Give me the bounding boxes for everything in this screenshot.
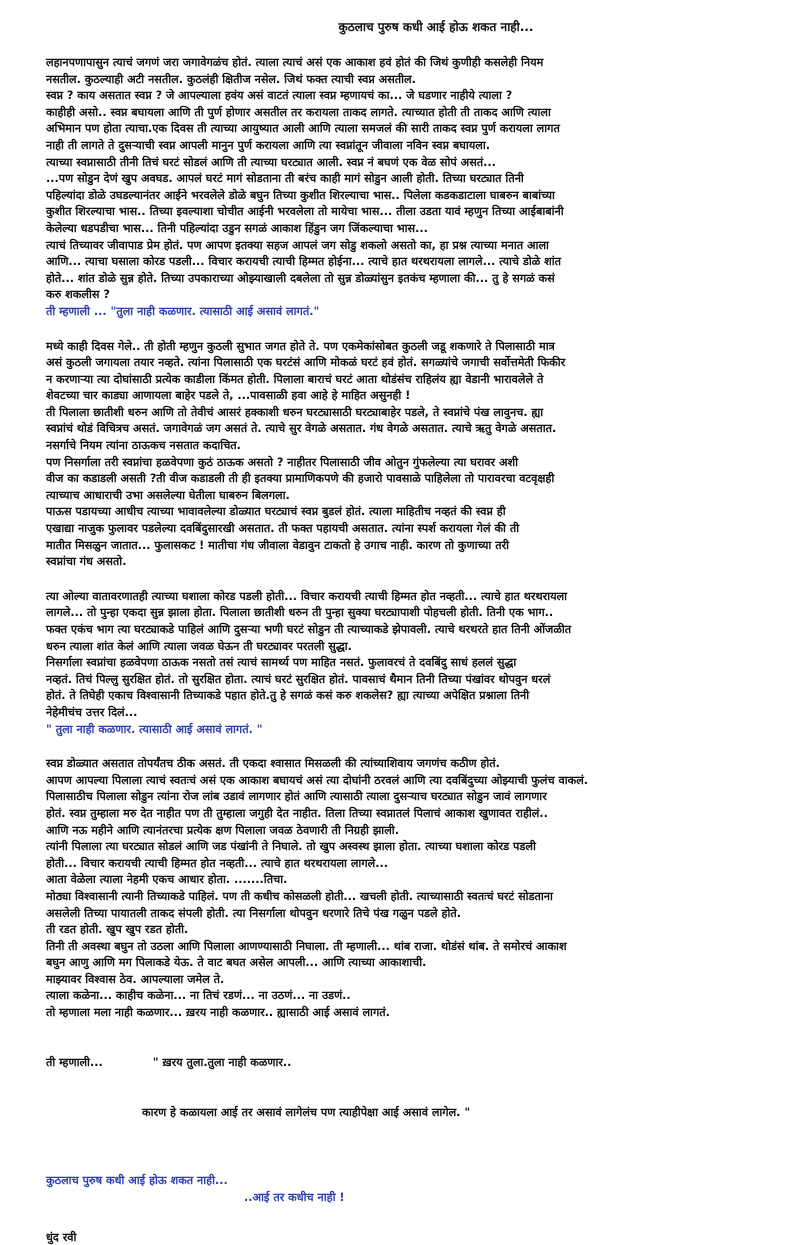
closing-line-1: कुठलाच पुरुष कधी आई होऊ शकत नाही... bbox=[46, 1174, 228, 1188]
text-line: तो म्हणाला मला नाही कळणार... ख़रय नाही कळणार.. ह्यासाठी आई असावं लागतं. bbox=[46, 1006, 390, 1020]
text-line: आणि नऊ महीने आणि त्यानंतरचा प्रत्येक क्षण पिलाला जवळ ठेवणारी ती निग्रही झाली. bbox=[46, 823, 399, 837]
closing-line-2: ..आई तर कधीच नाही ! bbox=[244, 1191, 345, 1205]
text-line: पाऊस पडायच्या आधीच त्याच्या भावावलेल्या डोळ्यात घरट्याचं स्वप्न बुडलं होतं. त्याला माहितीच नव्हतं की स्वप्न ही bbox=[46, 505, 506, 519]
text-line: लहानपणापासुन त्याचं जगणं जरा जगावेगळंच होतं. त्याला त्याचं असं एक आकाश हवं होतं की जिथं कुणीही कसलेही नियम bbox=[46, 56, 544, 69]
text-line: धरुन त्याला शांत केलं आणि त्याला जवळ घेऊन ती घरट्यावर परतली सुद्धा. bbox=[46, 639, 352, 653]
text-line: बघुन आणु आणि मग पिलाकडे येऊ. ते वाट बघत असेल आपली... आणि त्याच्या आकाशाची. bbox=[46, 956, 427, 970]
text-line: त्या ओल्या वातावरणातही त्याच्या घशाला कोरड पडली होती... विचार करायची त्याची हिम्मत होत नव्हती... त्याचे हात थरथरायला bbox=[46, 589, 568, 603]
text-line: त्याच्याच आधाराची उभा असलेल्या घेतीला घाबरुन बिलगला. bbox=[46, 488, 290, 502]
final-quote bbox=[46, 1022, 786, 1155]
text-line: होतं. स्वप्न तुम्हाला मरु देत नाहीत पण ती तुम्हाला जगुही देत नाहीत. तिला तिच्या स्वप्नातलं पिलाचं आकाश खुणावत राहीलं.. bbox=[46, 806, 548, 820]
author-signature: धुंद रवी bbox=[46, 1231, 77, 1245]
text-line: आता वेळेला त्याला नेहमी एकच आधार होता. .......तिचा. bbox=[46, 873, 288, 887]
quote-2: " तुला नाही कळणार. त्यासाठी आई असावं लागतं. " bbox=[46, 722, 263, 736]
text-line: ती पिलाला छातीशी धरुन आणि तो तेवीचं आसरं हक्काशी धरुन घरट्यासाठी घरट्याबाहेर पडले, ते स्वप्नांचे पंख लावुनच. ह्या bbox=[46, 405, 544, 419]
text-line: कुशीत शिरल्याचा भास.. तिच्या इवल्याशा चोचीत आईनी भरवलेला तो मायेचा भास... तीला उडता यावं म्हणुन तिच्या आईबाबांनी bbox=[46, 205, 564, 219]
text-line: काहीही असो.. स्वप्न बघायला आणि ती पुर्ण होणार असतील तर करायला ताकद लागते. त्याच्यात होती ती ताकद आणि त्याला bbox=[46, 105, 551, 119]
text-line: ती रडत होती. खुप खुप रडत होती. bbox=[46, 923, 189, 937]
text-line: माझ्यावर विश्वास ठेव. आपल्याला जमेल ते. bbox=[46, 972, 225, 986]
text-line: न करणाऱ्या त्या दोघांसाठी प्रत्येक काडीला किंमत होती. पिलाला बाराचं घरटं आता थोडंसंच राहिलंय ह्या वेडानी भारावलेले ते bbox=[46, 372, 544, 386]
text-line: स्वप्न डोळ्यात असतात तोपर्यंतच ठीक असतं. ती एकदा श्वासात मिसळली की त्यांच्याशिवाय जगणंच कठीण होतं. bbox=[46, 757, 500, 771]
final-quote-line-1: " ख़रय तुला.तुला नाही कळणार.. bbox=[152, 1055, 292, 1069]
text-line: पण निसर्गाला तरी स्वप्नांचा हळवेपणा कुठं ठाऊक असतो ? नाहीतर पिलासाठी जीव ओतुन गुंफलेल्या त्या घरावर अशी bbox=[46, 455, 519, 469]
text-line: नाही ती लागते ते दुसऱ्याची स्वप्न आपली मानुन पुर्ण करायला आणि त्या स्वप्नांतून जीवाला नविन स्वप्न बघायला. bbox=[46, 138, 490, 152]
paragraph-2 bbox=[46, 339, 786, 571]
quote-1: ती म्हणाली ... "तुला नाही कळणार. त्यासाठी आई असावं लागतं." bbox=[46, 304, 320, 318]
text-line: एखाद्या नाजुक फुलावर पडलेल्या दवबिंदुसारखी असतात. ती फक्त पहायची असतात. त्यांना स्पर्श करायला गेलं की ती bbox=[46, 522, 520, 536]
text-line: निसर्गाला स्वप्नांचा हळवेपणा ठाऊक नसतो तसं त्याचं सामर्थ्य पण माहित नसतं. फुलावरचं ते दवबिंदु साधं हललं सुद्धा bbox=[46, 656, 517, 670]
text-line: मातीत मिसळुन जातात... फुलासकट ! मातीचा गंध जीवाला वेडावुन टाकतो हे उगाच नाही. कारण तो कुणाच्या तरी bbox=[46, 538, 510, 552]
text-line: त्यांनी पिलाला त्या घरट्यात सोडलं आणि जड पंखांनी ते निघाले. तो खुप अस्वस्थ झाला होता. त्याच्या घशाला कोरड पडली bbox=[46, 840, 536, 854]
paragraph-4 bbox=[46, 756, 786, 1022]
text-line: पहिल्यांदा डोळे उघडल्यानंतर आईने भरवलेले डोळे बघुन तिच्या कुशीत शिरल्याचा भास.. पिलेला कडकडाटाला घाबरुन बाबांच्या bbox=[46, 188, 555, 202]
text-line: त्याचं तिच्यावर जीवापाड प्रेम होतं. पण आपण इतक्या सहज आपलं जग सोडु शकलो असतो का, हा प्रश्न त्याच्या मनात आला bbox=[46, 238, 549, 252]
closing-lines bbox=[46, 1172, 786, 1206]
final-quote-lead: ती म्हणाली... bbox=[46, 1055, 103, 1069]
text-line: होती... विचार करायची त्याची हिम्मत होत नव्हती... त्याचे हात थरथरायला लागले... bbox=[46, 856, 388, 870]
text-line: नव्हतं. तिचं पिल्लु सुरक्षित होतं. तो सुरक्षित होता. त्याचं घरटं सुरक्षित होतं. पावसाचं थैमान तिनी तिच्या पंखांवर थोपवुन धरलं bbox=[46, 672, 551, 686]
paragraph-3 bbox=[46, 589, 786, 722]
text-line: अभिमान पण होता त्याचा.एक दिवस ती त्याच्या आयुष्यात आली आणि त्याला समजलं की सारी ताकद स्वप्न पुर्ण करायला लागत bbox=[46, 122, 560, 136]
text-line: तिनी ती अवस्था बघुन तो उठला आणि पिलाला आणण्यासाठी निघाला. ती म्हणाली... थांब राजा. थोडंसं थांब. ते समोरचं आकाश bbox=[46, 939, 567, 953]
text-line: मोठ्या विश्वासानी त्यानी तिच्याकडे पाहिलं. पण ती कधीच कोसळली होती... खचली होती. त्याच्यासाठी स्वतःचं घरटं सोडताना bbox=[46, 889, 553, 903]
text-line: लागले... तो पुन्हा एकदा सुन्न झाला होता. पिलाला छातीशी धरुन ती पुन्हा सुक्या घरट्यापाशी पोहचली होती. तिनी एक भाग.. bbox=[46, 606, 554, 620]
text-line: पिलासाठीच पिलाला सोडुन त्यांना रोज लांब उडावं लागणार होतं आणि त्यासाठी त्याला दुसऱ्याच घरट्यात सोडुन जावं लागणार bbox=[46, 790, 547, 804]
final-quote-line-2: कारण हे कळायला आई तर असावं लागेलंच पण त्याहीपेक्षा आई असावं लागेल. " bbox=[142, 1105, 471, 1119]
text-line: शेवटच्या चार काड्या आणायला बाहेर पडले ते, ...पावसाळी हवा आहे हे माहित असुनही ! bbox=[46, 389, 411, 403]
text-line: आणि... त्याचा घसाला कोरड पडली... विचार करायची त्याची हिम्मत होईना... त्याचे हात थरथरायला लागले... त्याचे डोळे शांत bbox=[46, 255, 562, 269]
document-title: कुठलाच पुरुष कधी आई होऊ शकत नाही... bbox=[338, 20, 534, 34]
text-line: करु शकलीस ? bbox=[46, 288, 110, 302]
text-line: स्वप्न ? काय असतात स्वप्न ? जे आपल्याला हवंय असं वाटतं त्याला स्वप्न म्हणायचं का... जे घडणार नाहीये त्याला ? bbox=[46, 89, 513, 103]
text-line: आपण आपल्या पिलाला त्याचं स्वतःचं असं एक आकाश बघायचं असं त्या दोघांनी ठरवलं आणि त्या दवबिंदुच्या ओझ्याची फुलंच वाकलं. bbox=[46, 773, 589, 787]
text-line: होते... शांत डोळे सुन्न होते. तिच्या उपकाराच्या ओझ्याखाली दबलेला तो सुन्न डोळ्यांसुन इतकंच म्हणाला की... तु हे सगळं कसं bbox=[46, 271, 555, 285]
text-line: ...पण सोडुन देणं खुप अवघड. आपलं घरटं मागं सोडताना ती बरंच काही मागं सोडुन आली होती. तिच्या घरट्यात तिनी bbox=[46, 172, 524, 186]
text-line: स्वप्नांचा गंध असतो. bbox=[46, 555, 127, 569]
text-line: होतं. ते तिघेही एकाच विश्वासानी तिच्याकडे पहात होते.तु हे सगळं कसं करु शकलेस? ह्या त्याच्या अपेक्षित प्रश्नाला तिनी bbox=[46, 689, 530, 703]
text-line: त्याला कळेना... काहीच कळेना... ना तिचं रडणं... ना उठणं... ना उडणं.. bbox=[46, 989, 351, 1003]
text-line: नसर्गाचे नियम त्यांना ठाऊकच नसतात कदाचित. bbox=[46, 439, 241, 453]
paragraph-1 bbox=[46, 55, 786, 304]
text-line: फक्त एकंच भाग त्या घरट्याकडे पाहिलं आणि दुसऱ्या भणी घरटं सोडुन ती त्याच्याकडे झेपावली. त्याचे थरथरते हात तिनी ओंजळीत bbox=[46, 623, 572, 636]
text-line: नसतील. कुठल्याही अटी नसतील. कुठलंही क्षितीज नसेल. जिथं फक्त त्याची स्वप्न असतील. bbox=[46, 72, 416, 86]
text-line: मध्ये काही दिवस गेले.. ती होती म्हणुन कुठली सुभात जगत होते ते. पण एकमेकांसोबत कुठली जडू शकणारे ते पिलासाठी मात्र bbox=[46, 339, 555, 353]
text-line: असं कुठली जगायला तयार नव्हते. त्यांना पिलासाठी एक घरटंसं आणि मोकळं घरटं हवं होतं. सगळ्यांचे जगाची सर्वोत्तमेती फिकीर bbox=[46, 356, 566, 370]
text-line: स्वप्नांचं थोडं विचित्रच असतं. जगावेगळं जग असतं ते. त्याचे सुर वेगळे असतात. गंध वेगळे असतात. त्याचे ऋतु वेगळे असतात. bbox=[46, 422, 557, 436]
text-line: असलेली तिच्या पायातली ताकद संपली होती. त्या निसर्गाला थोपवुन धरणारे तिचे पंख गळुन पडले होते. bbox=[46, 906, 461, 920]
text-line: केलेल्या धडपडीचा भास... तिनी पहिल्यांदा उडुन सगळं आकाश हिंडुन जग जिंकल्याचा भास... bbox=[46, 221, 428, 235]
text-line: वीज का कडाडली असती ?ती वीज कडाडली ती ही इतक्या प्रामाणिकपणे की हजारो पावसाळे पाहिलेला तो पारावरचा वटवृक्षही bbox=[46, 472, 555, 486]
text-line: त्याच्या स्वप्नासाठी तीनी तिचं घरटं सोडलं आणि ती त्याच्या घरट्यात आली. स्वप्न नं बघणं एक वेळ सोपं असतं... bbox=[46, 155, 496, 169]
text-line: नेहेमीचंच उत्तर दिलं... bbox=[46, 705, 138, 719]
